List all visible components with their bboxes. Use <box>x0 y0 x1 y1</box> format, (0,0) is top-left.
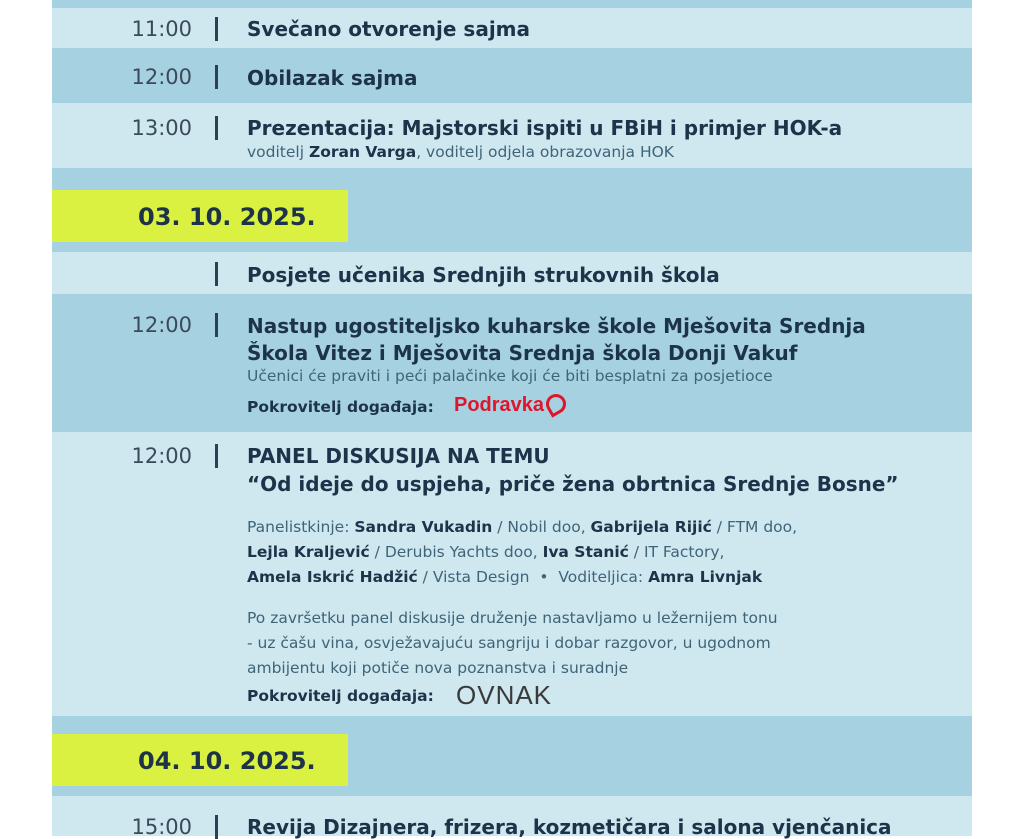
row-title-line1: Nastup ugostiteljsko kuharske škole Mješovita Srednja <box>247 314 866 338</box>
row-title: Posjete učenika Srednjih strukovnih škola <box>247 263 720 287</box>
sponsor-label: Pokrovitelj događaja: <box>247 398 434 416</box>
divider-bar <box>215 444 218 468</box>
row-time: 12:00 <box>131 444 192 468</box>
row-time: 11:00 <box>131 17 192 41</box>
after-panel-text: Po završetku panel diskusije druženje nastavljamo u ležernijem tonu - uz čašu vina, osvježavajuću sangriju i dobar razgovor, u ugodnom ambijentu koji potiče nova poznanstva i suradnje <box>247 609 778 677</box>
schedule-row <box>52 796 972 839</box>
panel-title-line1: PANEL DISKUSIJA NA TEMU <box>247 444 550 468</box>
row-subtitle: voditelj Zoran Varga, voditelj odjela obrazovanja HOK <box>247 143 674 161</box>
schedule-row <box>52 103 972 168</box>
schedule-row <box>52 432 972 716</box>
row-title-line2: Škola Vitez i Mješovita Srednja škola Donji Vakuf <box>247 341 798 365</box>
row-title: Revija Dizajnera, frizera, kozmetičara i salona vjenčanica <box>247 815 892 839</box>
panelists-block: Panelistkinje: Sandra Vukadin / Nobil doo, Gabrijela Rijić / FTM doo, Lejla Kraljević / Derubis Yachts doo, Iva Stanić / IT Factory, Amela Iskrić Hadžić / Vista Design • Voditeljica: Amra Livnjak <box>247 518 798 586</box>
date-label: 03. 10. 2025. <box>138 203 316 231</box>
date-highlight <box>52 190 348 242</box>
schedule-row <box>52 252 972 294</box>
divider-bar <box>215 65 218 89</box>
row-title: Obilazak sajma <box>247 66 418 90</box>
row-time: 12:00 <box>131 65 192 89</box>
date-section <box>52 168 972 252</box>
podravka-mark-icon <box>542 390 569 417</box>
date-highlight <box>52 734 348 786</box>
row-time: 15:00 <box>131 815 192 839</box>
divider-bar <box>215 116 218 140</box>
divider-bar <box>215 313 218 337</box>
date-label: 04. 10. 2025. <box>138 747 316 775</box>
row-time: 13:00 <box>131 116 192 140</box>
row-title: Prezentacija: Majstorski ispiti u FBiH i primjer HOK-a <box>247 116 843 140</box>
row-description: Učenici će praviti i peći palačinke koji će biti besplatni za posjetioce <box>247 367 773 385</box>
top-band <box>52 0 972 8</box>
divider-bar <box>215 262 218 286</box>
row-title: Svečano otvorenje sajma <box>247 17 531 41</box>
date-section <box>52 716 972 796</box>
podravka-logo: Podravka <box>454 394 566 417</box>
sponsor-label: Pokrovitelj događaja: <box>247 687 434 705</box>
program-schedule <box>52 0 972 839</box>
row-time: 12:00 <box>131 313 192 337</box>
divider-bar <box>215 815 218 839</box>
divider-bar <box>215 17 218 41</box>
ovnak-logo: OVNAK <box>456 680 553 710</box>
panel-title-line2: “Od ideje do uspjeha, priče žena obrtnica Srednje Bosne” <box>247 472 899 496</box>
schedule-row <box>52 294 972 432</box>
schedule-row <box>52 8 972 48</box>
schedule-row <box>52 48 972 103</box>
